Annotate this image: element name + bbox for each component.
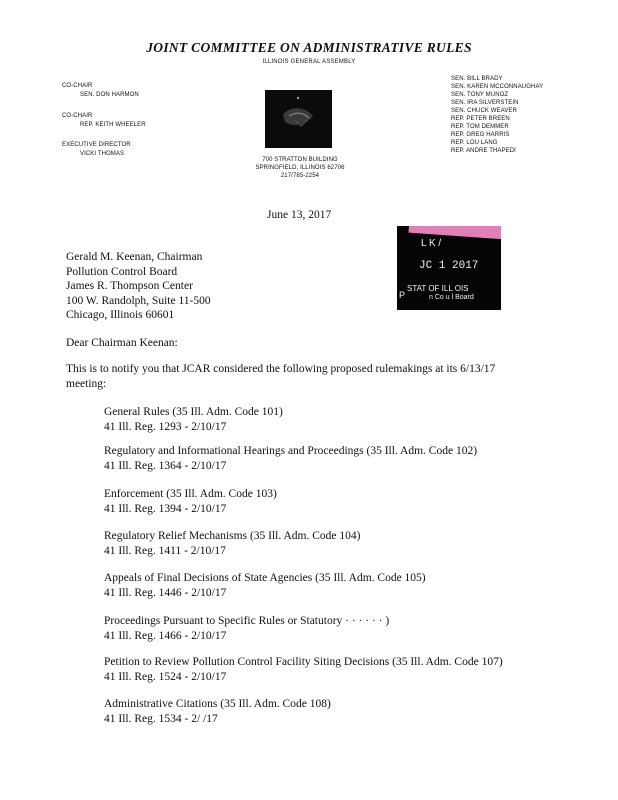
rulemaking-title: Proceedings Pursuant to Specific Rules or Statutory · · · · · · ) (104, 615, 390, 627)
rulemaking-item (104, 529, 360, 559)
stamp-date: JC 1 2017 (419, 260, 479, 272)
committee-members-list (451, 75, 543, 155)
address-line: 217/785-2254 (280, 173, 320, 179)
member-name: SEN. CHUCK WEAVER (451, 108, 517, 114)
salutation: Dear Chairman Keenan: (66, 337, 178, 349)
rulemaking-item (104, 614, 389, 644)
stamp-letter: P (399, 290, 406, 300)
stamp-top-text: L K / (421, 238, 442, 249)
rulemaking-item (104, 405, 283, 435)
address-line: 700 STRATTON BUILDING (262, 157, 338, 163)
recipient-line: Chicago, Illinois 60601 (66, 309, 175, 321)
rulemaking-item (104, 571, 426, 601)
committee-address (245, 156, 355, 180)
rulemaking-item (104, 487, 277, 517)
rulemaking-title: Enforcement (35 Ill. Adm. Code 103) (104, 488, 277, 500)
rulemaking-item (104, 655, 503, 685)
rulemaking-title: Regulatory Relief Mechanisms (35 Ill. Adm. Code 104) (104, 530, 361, 542)
rulemaking-reg: 41 Ill. Reg. 1411 - 2/10/17 (104, 545, 226, 557)
address-line: SPRINGFIELD, ILLINOIS 62706 (255, 165, 345, 171)
rulemaking-item (104, 444, 477, 474)
rulemaking-reg: 41 Ill. Reg. 1466 - 2/10/17 (104, 630, 227, 642)
rulemaking-reg: 41 Ill. Reg. 1293 - 2/10/17 (104, 421, 227, 433)
executive-director-label: EXECUTIVE DIRECTOR (62, 142, 131, 148)
member-name: REP. TOM DEMMER (451, 124, 509, 130)
member-name: REP. PETER BREEN (451, 116, 510, 122)
rulemaking-reg: 41 Ill. Reg. 1534 - 2/ /17 (104, 713, 218, 725)
committee-title: JOINT COMMITTEE ON ADMINISTRATIVE RULES (146, 40, 472, 55)
intro-line: meeting: (66, 377, 107, 390)
rulemaking-reg: 41 Ill. Reg. 1524 - 2/10/17 (104, 671, 227, 683)
cochair-name: SEN. DON HARMON (80, 92, 139, 98)
member-name: SEN. KAREN MCCONNAUGHAY (451, 84, 544, 90)
cochair-label: CO-CHAIR (62, 83, 93, 89)
committee-subtitle: ILLINOIS GENERAL ASSEMBLY (262, 59, 356, 65)
state-seal-image (265, 90, 332, 148)
rulemaking-title: Petition to Review Pollution Control Facility Siting Decisions (35 Ill. Adm. Code 107) (104, 656, 503, 668)
recipient-address (66, 250, 211, 323)
received-stamp (397, 226, 501, 310)
member-name: SEN. TONY MUNOZ (451, 92, 509, 98)
rulemaking-reg: 41 Ill. Reg. 1394 - 2/10/17 (104, 503, 227, 515)
stamp-text: n Co u l Board (429, 294, 474, 301)
rulemaking-title: Administrative Citations (35 Ill. Adm. Code 108) (104, 698, 331, 710)
rulemaking-item (104, 697, 331, 727)
member-name: SEN. BILL BRADY (451, 76, 503, 82)
rulemaking-title: General Rules (35 Ill. Adm. Code 101) (104, 406, 283, 418)
member-name: SEN. IRA SILVERSTEIN (451, 100, 519, 106)
cochair-label: CO-CHAIR (62, 113, 93, 119)
member-name: REP. GREG HARRIS (451, 132, 510, 138)
rulemaking-reg: 41 Ill. Reg. 1446 - 2/10/17 (104, 587, 227, 599)
recipient-line: 100 W. Randolph, Suite 11-500 (66, 294, 211, 307)
rulemaking-title: Appeals of Final Decisions of State Agencies (35 Ill. Adm. Code 105) (104, 572, 426, 584)
recipient-line: Gerald M. Keenan, Chairman (66, 251, 203, 263)
cochair-name: REP. KEITH WHEELER (80, 122, 146, 128)
stamp-text: STAT OF ILL OIS (407, 284, 469, 293)
intro-paragraph (66, 362, 495, 391)
member-name: REP. LOU LANG (451, 140, 498, 146)
letter-date: June 13, 2017 (267, 209, 332, 221)
intro-line: This is to notify you that JCAR considered the following proposed rulemakings at its 6/13/17 (66, 363, 496, 375)
member-name: REP. ANDRE THAPEDI (451, 148, 516, 154)
recipient-line: Pollution Control Board (66, 265, 178, 278)
rulemaking-title: Regulatory and Informational Hearings and Proceedings (35 Ill. Adm. Code 102) (104, 445, 478, 457)
recipient-line: James R. Thompson Center (66, 280, 193, 292)
executive-director-name: VICKI THOMAS (80, 151, 125, 157)
rulemaking-reg: 41 Ill. Reg. 1364 - 2/10/17 (104, 460, 227, 472)
